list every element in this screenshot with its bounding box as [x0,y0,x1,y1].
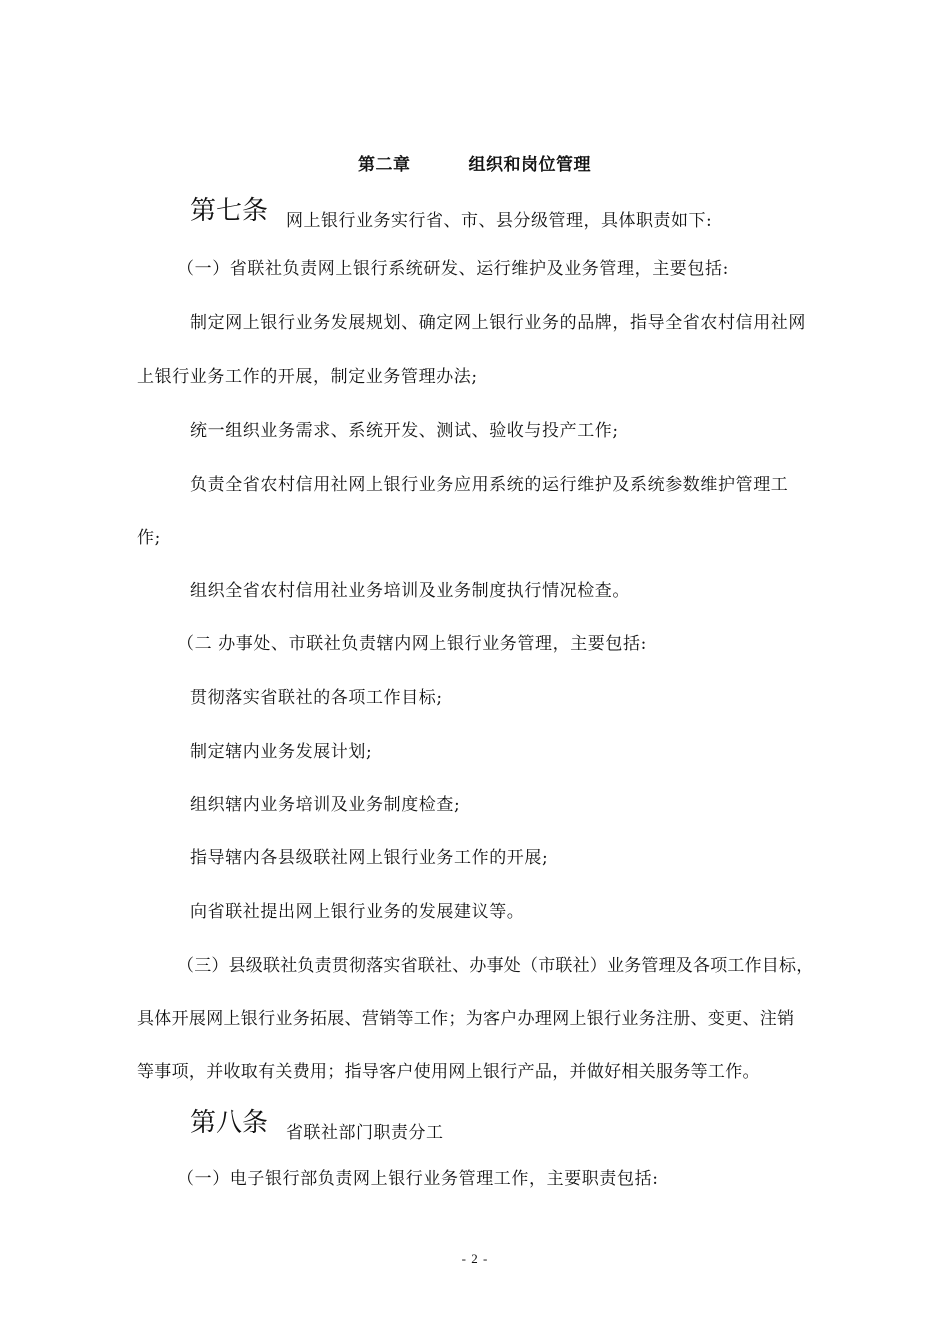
paragraph-line: 指导辖内各县级联社网上银行业务工作的开展; [190,848,549,868]
paragraph-line: 向省联社提出网上银行业务的发展建议等。 [190,902,525,922]
page-number: - 2 - [461,1251,489,1266]
paragraph-line: （一）电子银行部负责网上银行业务管理工作，主要职责包括: [177,1169,659,1189]
article-8-text: 省联社部门职责分工 [286,1123,444,1143]
paragraph-line: （三）县级联社负责贯彻落实省联社、办事处（市联社）业务管理及各项工作目标， [177,956,814,976]
paragraph-line: 上银行业务工作的开展，制定业务管理办法; [137,367,478,387]
article-7-text: 网上银行业务实行省、市、县分级管理，具体职责如下: [286,211,713,231]
paragraph-line: 组织全省农村信用社业务培训及业务制度执行情况检查。 [190,581,630,601]
chapter-heading [358,150,591,175]
paragraph-line: 统一组织业务需求、系统开发、测试、验收与投产工作; [190,421,619,441]
paragraph-line: 贯彻落实省联社的各项工作目标; [190,688,443,708]
paragraph-line: （一）省联社负责网上银行系统研发、运行维护及业务管理，主要包括: [177,259,729,279]
article-7-heading: 第七条 [190,196,269,226]
paragraph-line: 等事项，并收取有关费用；指导客户使用网上银行产品，并做好相关服务等工作。 [137,1062,760,1082]
article-8-heading: 第八条 [190,1108,269,1138]
paragraph-line: 制定辖内业务发展计划; [190,742,373,762]
paragraph-line: 负责全省农村信用社网上银行业务应用系统的运行维护及系统参数维护管理工 [190,475,789,495]
paragraph-line: 具体开展网上银行业务拓展、营销等工作；为客户办理网上银行业务注册、变更、注销 [137,1009,795,1029]
chapter-number: 第二章 [358,155,411,175]
paragraph-line: 制定网上银行业务发展规划、确定网上银行业务的品牌，指导全省农村信用社网 [190,313,806,333]
paragraph-line: （二 办事处、市联社负责辖内网上银行业务管理，主要包括: [177,634,647,654]
paragraph-line: 作; [137,528,161,548]
paragraph-line: 组织辖内业务培训及业务制度检查; [190,795,461,815]
chapter-title: 组织和岗位管理 [468,155,591,175]
